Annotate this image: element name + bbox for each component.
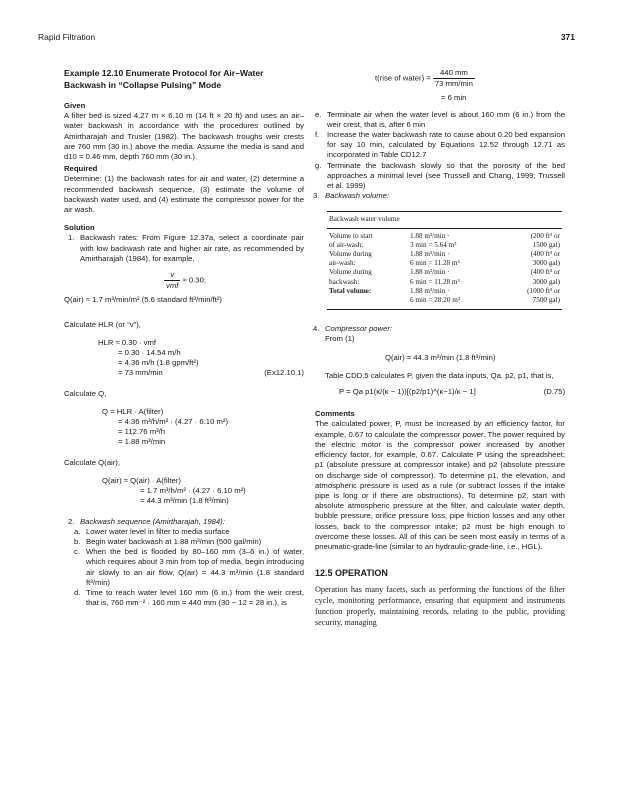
step-2b: b. Begin water backwash at 1.88 m³/min (500 gal/min) bbox=[74, 536, 262, 546]
hlr-equations: HLR ≈ 0.30 · vmf = 0.30 · 14.54 m/h = 4.36 m/h (1.8 gpm/ft²) = 73 mm/min (Ex12.10.1) bbox=[98, 337, 304, 378]
table-row: backwash: 6 min = 11.28 m³ 3000 gal) bbox=[329, 277, 560, 286]
step-2g: g. Terminate the backwash slowly so that the porosity of the bed approaches a minimal level (see Trussell and Chang, 1999; Trussell et al. 1999) bbox=[315, 160, 565, 191]
page-number: 371 bbox=[560, 32, 575, 42]
table-row: of air-wash: 3 min = 5.64 m³ 1500 gal) bbox=[329, 240, 560, 249]
step-2f: f. Increase the water backwash rate to cause about 0.20 bed expansion for say 10 min, calculated by Equations 12.52 through 12.71 as incorporated in Table CD12.7 bbox=[315, 130, 565, 160]
compressor-q: Q(air) = 44.3 m³/min (1.8 ft³/min) bbox=[385, 352, 496, 362]
solution-step-4: 4. Compressor power: From (1) bbox=[313, 324, 393, 344]
table-row: 6 min = 28.20 m³ 7500 gal) bbox=[327, 296, 562, 310]
table-row: air-wash: 6 min = 11.28 m³ 3000 gal) bbox=[329, 259, 560, 268]
equation-ref: (Ex12.10.1) bbox=[264, 368, 304, 378]
solution-heading: Solution bbox=[64, 223, 95, 233]
table-caption: Backwash water volume bbox=[327, 212, 562, 228]
q-equations: Q = HLR · A(filter) = 4.36 m³/h/m² · (4.27 · 6.10 m²) = 112.76 m³/h = 1.88 m³/min bbox=[102, 406, 229, 447]
solution-step-3: 3. Backwash volume: bbox=[313, 191, 390, 201]
backwash-volume-table bbox=[327, 211, 562, 310]
running-title: Rapid Filtration bbox=[38, 32, 96, 42]
given-text: A filter bed is sized 4.27 m × 6.10 m (14 ft × 20 ft) and uses an air–water backwash in accordance with the procedures outlined by Amirtharajah and Trusler (1982). The backwash troughs weir crests are 760 mm (30 in.) above the media. Assume the media is sand and d10 = 0.46 mm, depth 760 mm (30 in.). bbox=[64, 111, 304, 162]
right-column bbox=[315, 68, 565, 628]
calc-q-label: Calculate Q, bbox=[64, 388, 107, 398]
calc-hlr-label: Calculate HLR (or “v”), bbox=[64, 319, 141, 329]
step-2e: e. Terminate air when the water level is about 160 mm (6 in.) from the weir crest, that is, after 6 min bbox=[315, 109, 565, 129]
comments-heading: Comments bbox=[315, 409, 355, 419]
required-heading: Required bbox=[64, 164, 98, 174]
step-2c: c. When the bed is flooded by 80–160 mm (3–6 in.) of water, which requires about 3 min from top of media, begin introducing air slowly to an air flow, Q(air) = 44.3 m³/min (1.8 standard ft³/min) bbox=[74, 547, 304, 587]
step-2a: a. Lower water level in filter to media surface bbox=[74, 526, 230, 536]
ratio-equation: $\frac{v}{\text{vmf}}$ ≈ 0.30; bbox=[166, 270, 206, 291]
solution-step-2: 2. Backwash sequence (Amirtharajah, 1984): bbox=[68, 516, 225, 526]
solution-step-1: 1. Backwash rates: From Figure 12.37a, select a coordinate pair with low backwash rate and higher air rate, as recommended by Amirtharajah (1984), for example, bbox=[68, 233, 304, 263]
table-row: Volume during 1.88 m³/min · (400 ft³ or bbox=[329, 268, 560, 277]
qair-equations: Q(air) ≈ Q(air) · A(filter) = 1.7 m³/h/m² · (4.27 · 6.10 m²) = 44.3 m³/min (1.8 ft³/min) bbox=[102, 475, 246, 506]
given-heading: Given bbox=[64, 101, 86, 110]
rise-time-result: = 6 min bbox=[441, 93, 467, 103]
table-row: Total volume: 1.88 m³/min · (1000 ft³ or bbox=[329, 286, 560, 295]
required-text: Determine: (1) the backwash rates for air and water, (2) determine a recommended backwash sequence, (3) estimate the volume of backwash water used, and (4) estimate the compressor power for the air wash. bbox=[64, 174, 304, 215]
compressor-table-text: Table CDD.5 calculates P, given the data inputs, Qa, p2, p1, that is, bbox=[325, 370, 554, 380]
example-title: Example 12.10 Enumerate Protocol for Air–Water Backwash in “Collapse Pulsing” Mode bbox=[64, 68, 264, 90]
equation-ref: (D.75) bbox=[543, 387, 565, 397]
section-text: Operation has many facets, such as performing the functions of the filter cycle, monitoring performance, ensuring that equipment and instruments function properly, maintaining records, relating to the public, providing security, managing bbox=[315, 585, 565, 628]
comments-text: The calculated power, P, must be increased by an efficiency factor, for example, 0.67 to calculate the compressor power. The power required by the electric motor is the compressor power increased by another efficiency factor, for example, 0.67. Calculate P using the spreadsheet; p1 (absolute pressure at compressor intake) and p2 (absolute pressure on discharge side of compressor). To determine p1, the elevation, and atmospheric pressure is used as a rule (or subtract losses if the intake pipe is long or if there are obstructions). To determine p2, start with absolute atmospheric pressure at the filter, and calculate water depth, bubble pressure, orifice pressure loss, pipe friction losses and any other losses, back to the compressor intake; p2 must be high enough to overcome these losses. All of this can be seen most easily in terms of a pneumatic-grade-line (similar to an hydraulic-grade-line, i.e., HGL). bbox=[315, 419, 565, 551]
qair-line: Q(air) ≈ 1.7 m³/min/m² (5.6 standard ft³/min/ft²) bbox=[64, 295, 222, 305]
power-equation: P = Qa p1(κ/(κ − 1))[(p2/p1)^(κ−1)/κ − 1] (D.75) bbox=[339, 387, 565, 397]
left-column bbox=[64, 68, 304, 608]
table-row: Volume to start 1.88 m³/min · (200 ft³ or bbox=[329, 231, 560, 240]
step-2d: d. Time to reach water level 160 mm (6 in.) from the weir crest, that is, 760 mm⁻² · 160 mm = 440 mm (30 − 12 = 28 in.), is bbox=[74, 587, 304, 608]
calc-qair-label: Calculate Q(air), bbox=[64, 457, 120, 467]
table-row: Volume during 1.88 m³/min · (400 ft³ or bbox=[329, 250, 560, 259]
rise-time-equation: t(rise of water) = $\frac{440 mm}{73 mm/\min}$ bbox=[375, 68, 473, 89]
section-heading: 12.5 OPERATION bbox=[315, 568, 388, 579]
table-caption-row bbox=[327, 212, 562, 228]
